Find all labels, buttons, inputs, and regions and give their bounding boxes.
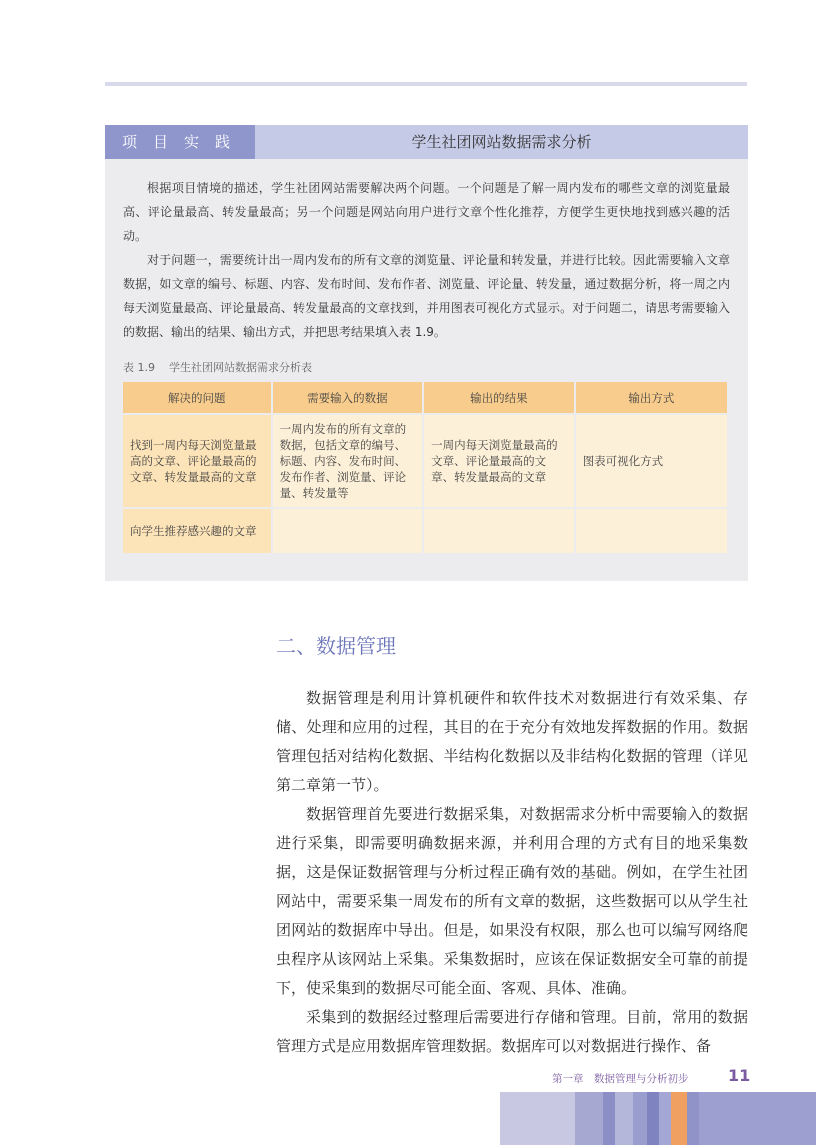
table-header-row <box>123 382 728 414</box>
practice-body <box>123 176 730 344</box>
practice-tag: 项目实践 <box>105 125 255 159</box>
page-number: 11 <box>728 1066 751 1085</box>
section-title: 二、数据管理 <box>276 634 396 658</box>
table-cell <box>272 508 424 553</box>
practice-paragraph: 根据项目情境的描述，学生社团网站需要解决两个问题。一个问题是了解一周内发布的哪些文章的浏览量最高、评论量最高、转发量最高；另一个问题是网站向用户进行文章个性化推荐，方便学生更快地找到感兴趣的活动。 <box>123 181 730 243</box>
stripe <box>699 1092 816 1145</box>
table-caption <box>123 359 326 375</box>
table-header: 输出的结果 <box>423 382 575 414</box>
stripe <box>633 1092 647 1145</box>
table-row <box>123 414 728 508</box>
main-body <box>276 684 748 1061</box>
table-caption-text: 学生社团网站数据需求分析表 <box>169 361 312 374</box>
stripe <box>500 1092 575 1145</box>
table-row <box>123 508 728 553</box>
table-cell: 向学生推荐感兴趣的文章 <box>123 508 272 553</box>
table-cell: 找到一周内每天浏览量最高的文章、评论量最高的文章、转发量最高的文章 <box>123 414 272 508</box>
stripe <box>659 1092 671 1145</box>
table-header: 输出方式 <box>575 382 728 414</box>
requirements-table <box>123 382 729 553</box>
table-cell: 图表可视化方式 <box>575 414 728 508</box>
body-paragraph: 数据管理首先要进行数据采集，对数据需求分析中需要输入的数据进行采集，即需要明确数据来源，并利用合理的方式有目的地采集数据，这是保证数据管理与分析过程正确有效的基础。例如，在学生社团网站中，需要采集一周发布的所有文章的数据，这些数据可以从学生社团网站的数据库中导出。但是，如果没有权限，那么也可以编写网络爬虫程序从该网站上采集。采集数据时，应该在保证数据安全可靠的前提下，使采集到的数据尽可能全面、客观、具体、准确。 <box>276 805 748 997</box>
table-cell: 一周内每天浏览量最高的文章、评论量最高的文章、转发量最高的文章 <box>423 414 575 508</box>
table-header: 需要输入的数据 <box>272 382 424 414</box>
body-paragraph: 采集到的数据经过整理后需要进行存储和管理。目前，常用的数据管理方式是应用数据库管理数据。数据库可以对数据进行操作、备 <box>276 1008 748 1055</box>
table-number: 表 1.9 <box>123 361 155 374</box>
footer-chapter: 第一章 数据管理与分析初步 <box>552 1073 689 1085</box>
practice-header <box>105 125 748 159</box>
top-rule <box>105 82 747 86</box>
practice-box <box>105 125 748 581</box>
table-cell: 一周内发布的所有文章的数据，包括文章的编号、标题、内容、发布时间、发布作者、浏览量、评论量、转发量等 <box>272 414 424 508</box>
stripe <box>687 1092 699 1145</box>
table-header: 解决的问题 <box>123 382 272 414</box>
stripe <box>671 1092 687 1145</box>
stripe <box>603 1092 615 1145</box>
table-cell <box>423 508 575 553</box>
stripe <box>575 1092 603 1145</box>
practice-title: 学生社团网站数据需求分析 <box>411 133 592 151</box>
stripe <box>647 1092 659 1145</box>
table-cell <box>575 508 728 553</box>
body-paragraph: 数据管理是利用计算机硬件和软件技术对数据进行有效采集、存储、处理和应用的过程，其目的在于充分有效地发挥数据的作用。数据管理包括对结构化数据、半结构化数据以及非结构化数据的管理（详见第二章第一节）。 <box>276 689 748 794</box>
stripe <box>615 1092 633 1145</box>
practice-paragraph: 对于问题一，需要统计出一周内发布的所有文章的浏览量、评论量和转发量，并进行比较。因此需要输入文章数据，如文章的编号、标题、内容、发布时间、发布作者、浏览量、评论量、转发量，通过数据分析，将一周之内每天浏览量最高、评论量最高、转发量最高的文章找到，并用图表可视化方式显示。对于问题二，请思考需要输入的数据、输出的结果、输出方式，并把思考结果填入表 1.9。 <box>123 253 730 339</box>
